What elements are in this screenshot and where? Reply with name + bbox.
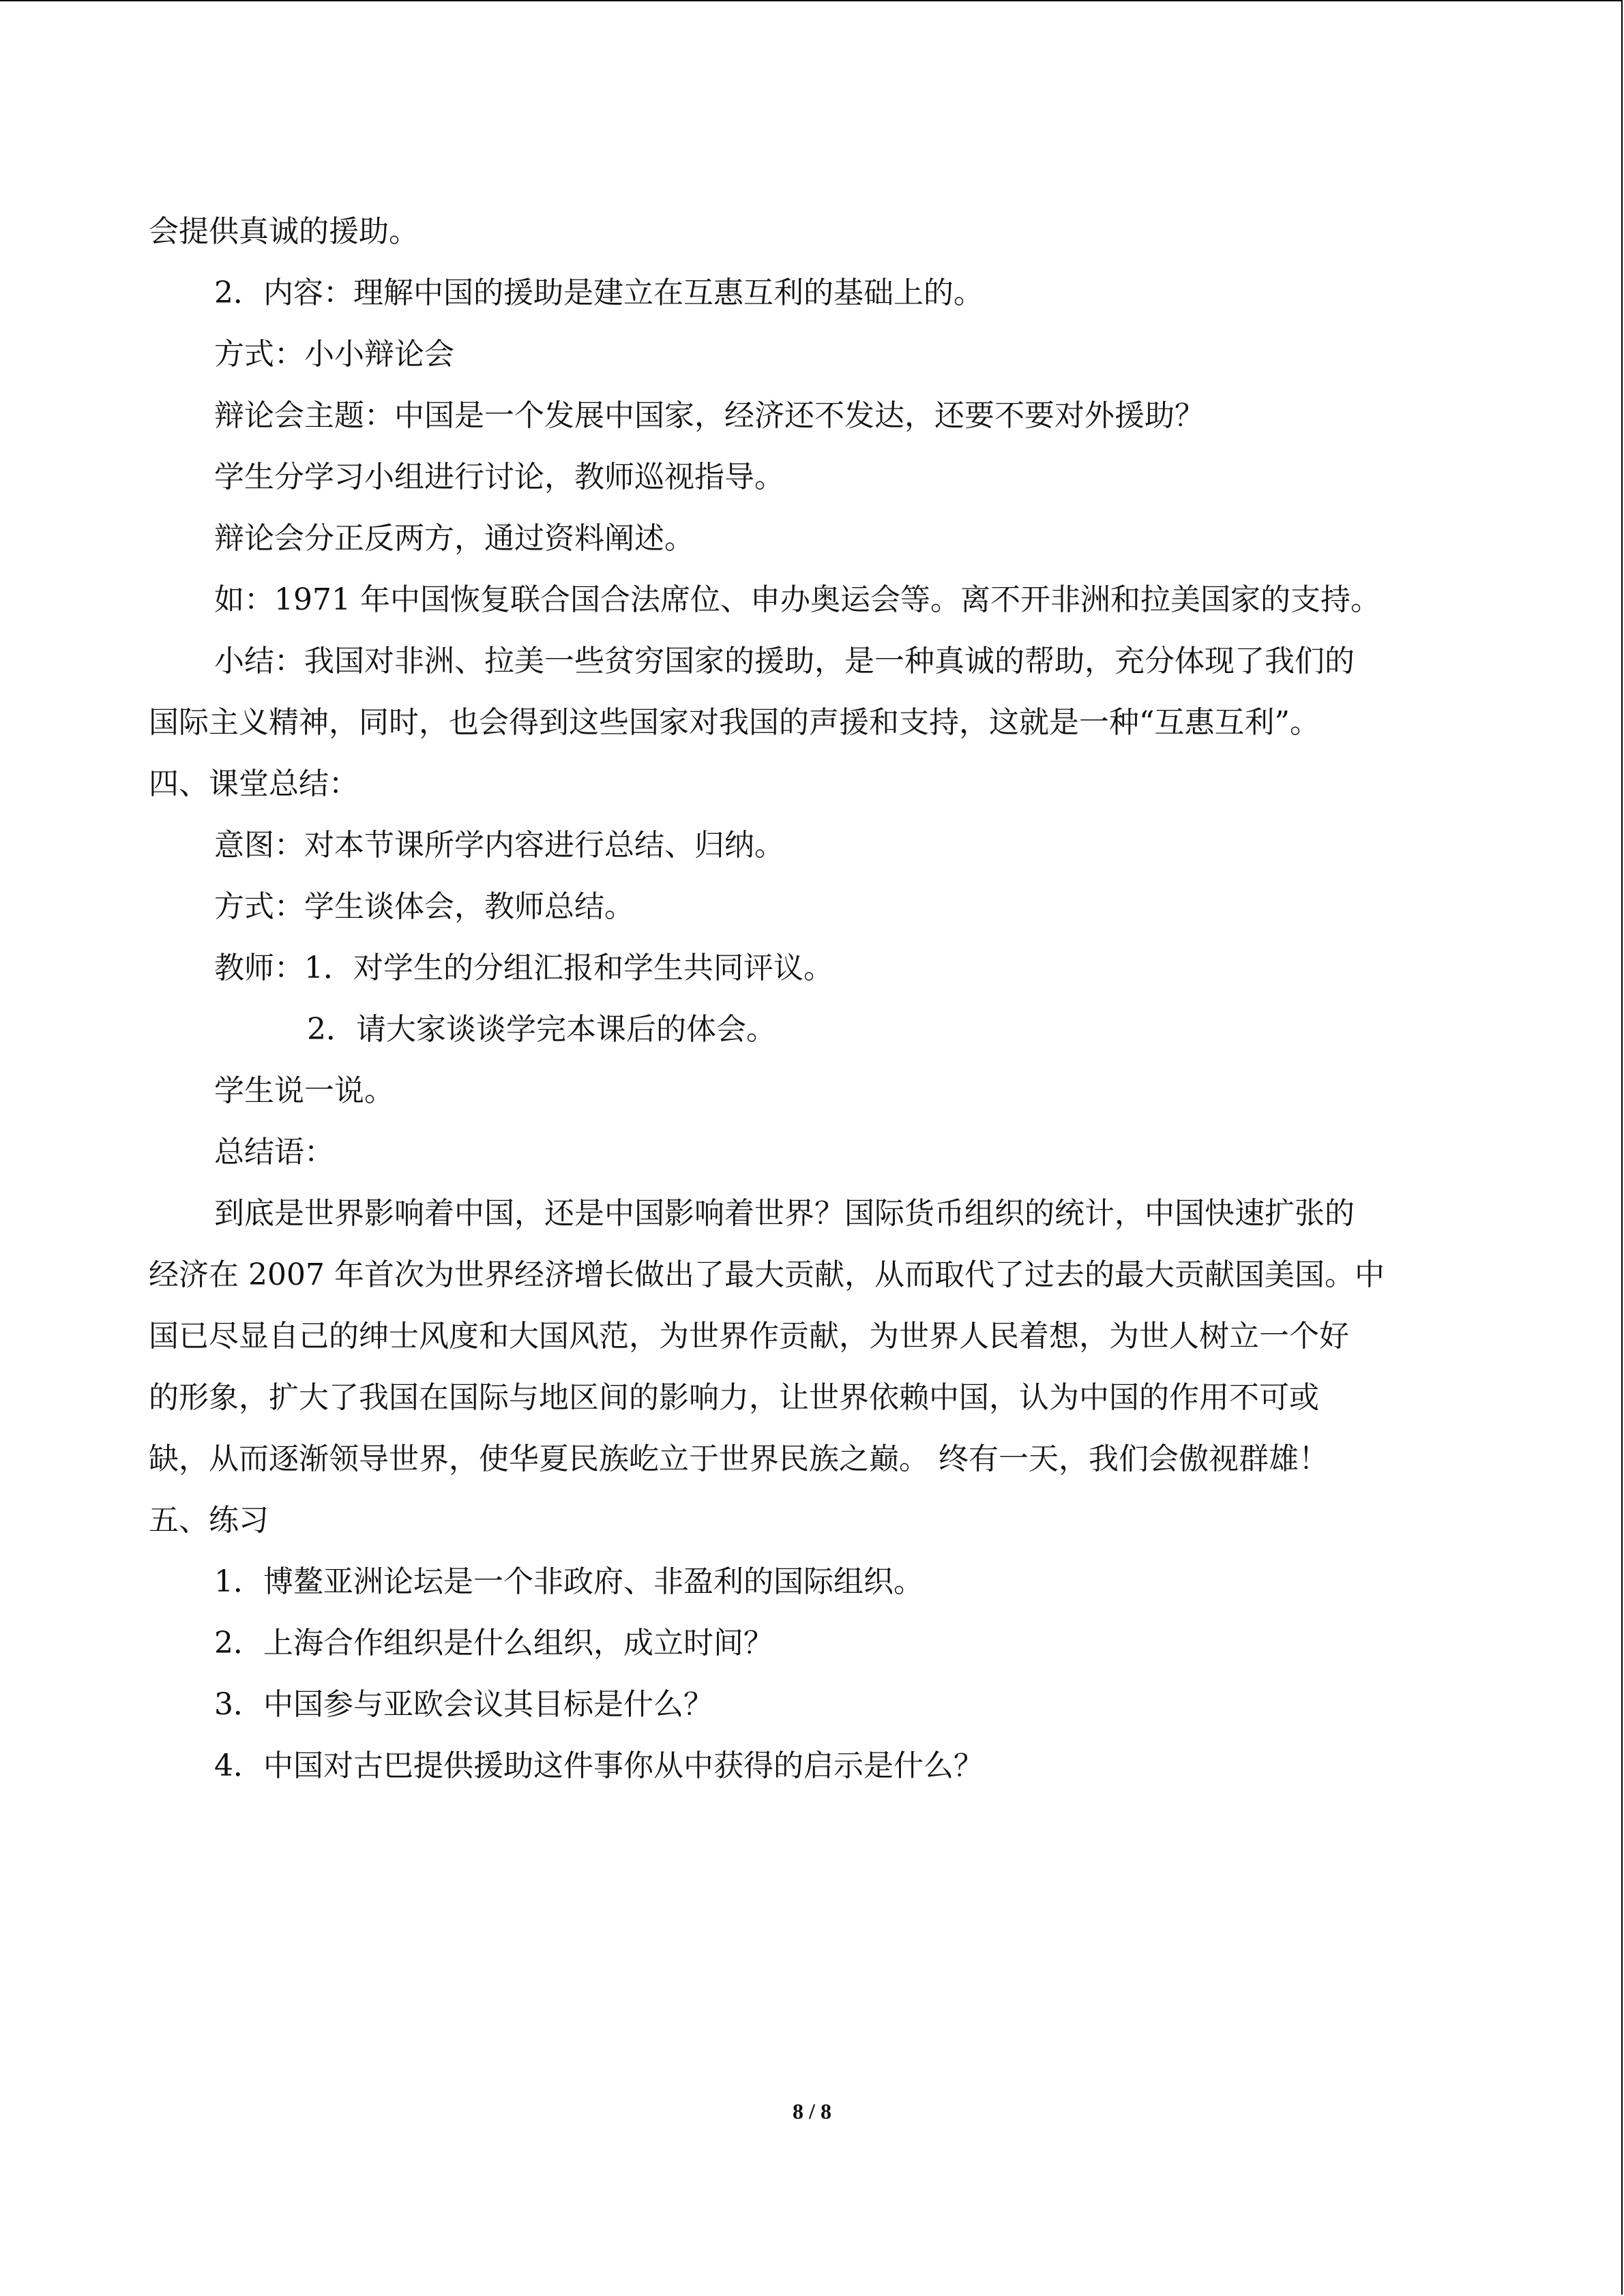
paragraph-line: 学生说一说。 xyxy=(214,1073,394,1108)
page-number: 8 / 8 xyxy=(793,2099,831,2123)
paragraph-line: 总结语： xyxy=(214,1135,334,1169)
paragraph-line: 的形象，扩大了我国在国际与地区间的影响力，让世界依赖中国，认为中国的作用不可或 xyxy=(149,1380,1319,1415)
section-heading: 五、练习 xyxy=(149,1503,269,1538)
paragraph-line: 意图：对本节课所学内容进行总结、归纳。 xyxy=(214,828,784,863)
paragraph-line: 小结：我国对非洲、拉美一些贫穷国家的援助，是一种真诚的帮助，充分体现了我们的 xyxy=(214,644,1355,679)
paragraph-line: 经济在 2007 年首次为世界经济增长做出了最大贡献，从而取代了过去的最大贡献国美国。中 xyxy=(149,1257,1385,1292)
paragraph-line: 辩论会分正反两方，通过资料阐述。 xyxy=(214,521,694,556)
document-body xyxy=(149,201,1475,1797)
paragraph-line: 学生分学习小组进行讨论，教师巡视指导。 xyxy=(214,460,784,494)
paragraph-line: 到底是世界影响着中国，还是中国影响着世界？国际货币组织的统计，中国快速扩张的 xyxy=(214,1196,1355,1231)
exercise-item: 2．上海合作组织是什么组织，成立时间？ xyxy=(214,1626,773,1660)
paragraph-line: 2．内容：理解中国的援助是建立在互惠互利的基础上的。 xyxy=(214,275,984,310)
paragraph-line: 国已尽显自己的绅士风度和大国风范，为世界作贡献，为世界人民着想，为世人树立一个好 xyxy=(149,1319,1349,1354)
exercise-item: 1．博鳌亚洲论坛是一个非政府、非盈利的国际组织。 xyxy=(214,1564,924,1599)
paragraph-line: 会提供真诚的援助。 xyxy=(149,214,419,249)
exercise-item: 4．中国对古巴提供援助这件事你从中获得的启示是什么？ xyxy=(214,1748,984,1783)
exercise-item: 3．中国参与亚欧会议其目标是什么？ xyxy=(214,1687,713,1722)
paragraph-line: 2．请大家谈谈学完本课后的体会。 xyxy=(307,1012,776,1047)
paragraph-line: 方式：小小辩论会 xyxy=(214,337,454,372)
paragraph-line: 辩论会主题：中国是一个发展中国家，经济还不发达，还要不要对外援助？ xyxy=(214,398,1205,433)
paragraph-line: 教师：1．对学生的分组汇报和学生共同评议。 xyxy=(214,951,833,985)
paragraph-line: 缺，从而逐渐领导世界，使华夏民族屹立于世界民族之巅。 终有一天，我们会傲视群雄！ xyxy=(149,1442,1329,1476)
paragraph-line: 如：1971 年中国恢复联合国合法席位、申办奥运会等。离不开非洲和拉美国家的支持。 xyxy=(214,582,1381,617)
paragraph-line: 方式：学生谈体会，教师总结。 xyxy=(214,889,634,924)
section-heading: 四、课堂总结： xyxy=(149,766,359,801)
paragraph-line: 国际主义精神，同时，也会得到这些国家对我国的声援和支持，这就是一种“互惠互利”。 xyxy=(149,705,1320,740)
